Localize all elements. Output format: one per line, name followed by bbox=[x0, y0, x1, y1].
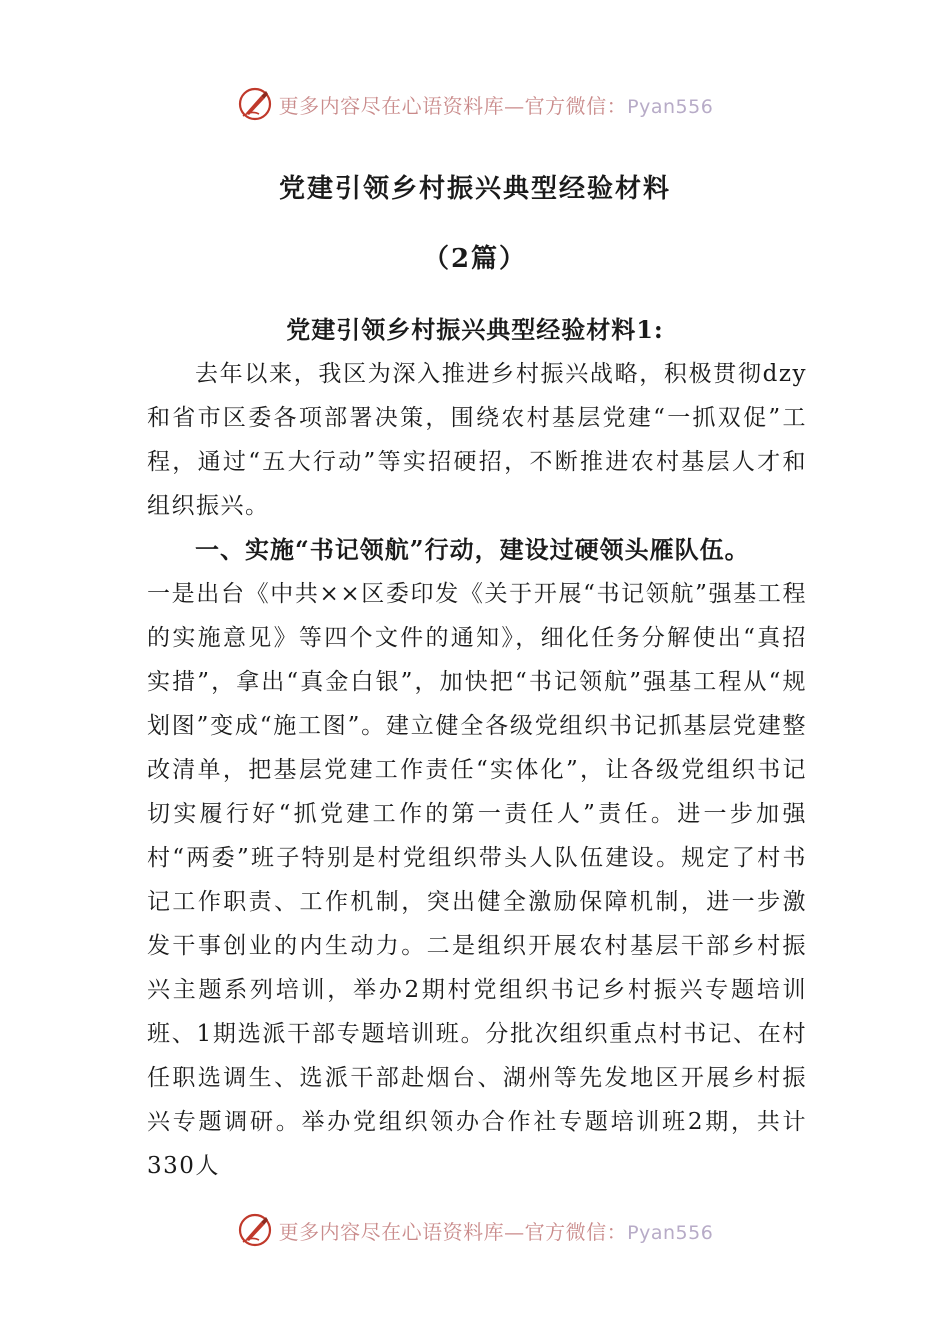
wechat-id-bottom: Pyan556 bbox=[627, 1221, 714, 1244]
watermark-banner-bottom bbox=[0, 1210, 950, 1250]
document-subtitle: （2篇） bbox=[422, 244, 528, 274]
article-heading: 党建引领乡村振兴典型经验材料1: bbox=[286, 315, 664, 344]
watermark-text: 更多内容尽在心语资料库—官方微信：Pyan556 bbox=[278, 93, 714, 118]
document-body bbox=[147, 352, 807, 1188]
document-title: 党建引领乡村振兴典型经验材料 bbox=[278, 174, 671, 204]
section1-body: 一是出台《中共××区委印发《关于开展“书记领航”强基工程的实施意见》等四个文件的通知》，细化任务分解使出“真招实措”，拿出“真金白银”，加快把“书记领航”强基工程从“规划图”变成“施工图”。建立健全各级党组织书记抓基层党建整改清单，把基层党建工作责任“实体化”，让各级党组织书记切实履行好“抓党建工作的第一责任人”责任。进一步加强村“两委”班子特别是村党组织带头人队伍建设。规定了村书记工作职责、工作机制，突出健全激励保障机制，进一步激发干事创业的内生动力。二是组织开展农村基层干部乡村振兴主题系列培训，举办2期村党组织书记乡村振兴专题培训班、1期选派干部专题培训班。分批次组织重点村书记、在村任职选调生、选派干部赴烟台、湖州等先发地区开展乡村振兴专题调研。举办党组织领办合作社专题培训班2期，共计330人 bbox=[147, 581, 807, 1179]
watermark-banner-top bbox=[0, 84, 950, 124]
wechat-id: Pyan556 bbox=[627, 95, 714, 118]
intro-paragraph: 去年以来，我区为深入推进乡村振兴战略，积极贯彻dzy和省市区委各项部署决策，围绕农村基层党建“一抓双促”工程，通过“五大行动”等实招硬招，不断推进农村基层人才和组织振兴。 bbox=[147, 361, 807, 519]
section1-heading: 一、实施“书记领航”行动，建设过硬领头雁队伍。 bbox=[195, 535, 750, 564]
watermark-text-bottom: 更多内容尽在心语资料库—官方微信：Pyan556 bbox=[278, 1219, 714, 1244]
pen-quill-logo-icon bbox=[237, 1212, 273, 1248]
pen-quill-logo-icon bbox=[237, 86, 273, 122]
